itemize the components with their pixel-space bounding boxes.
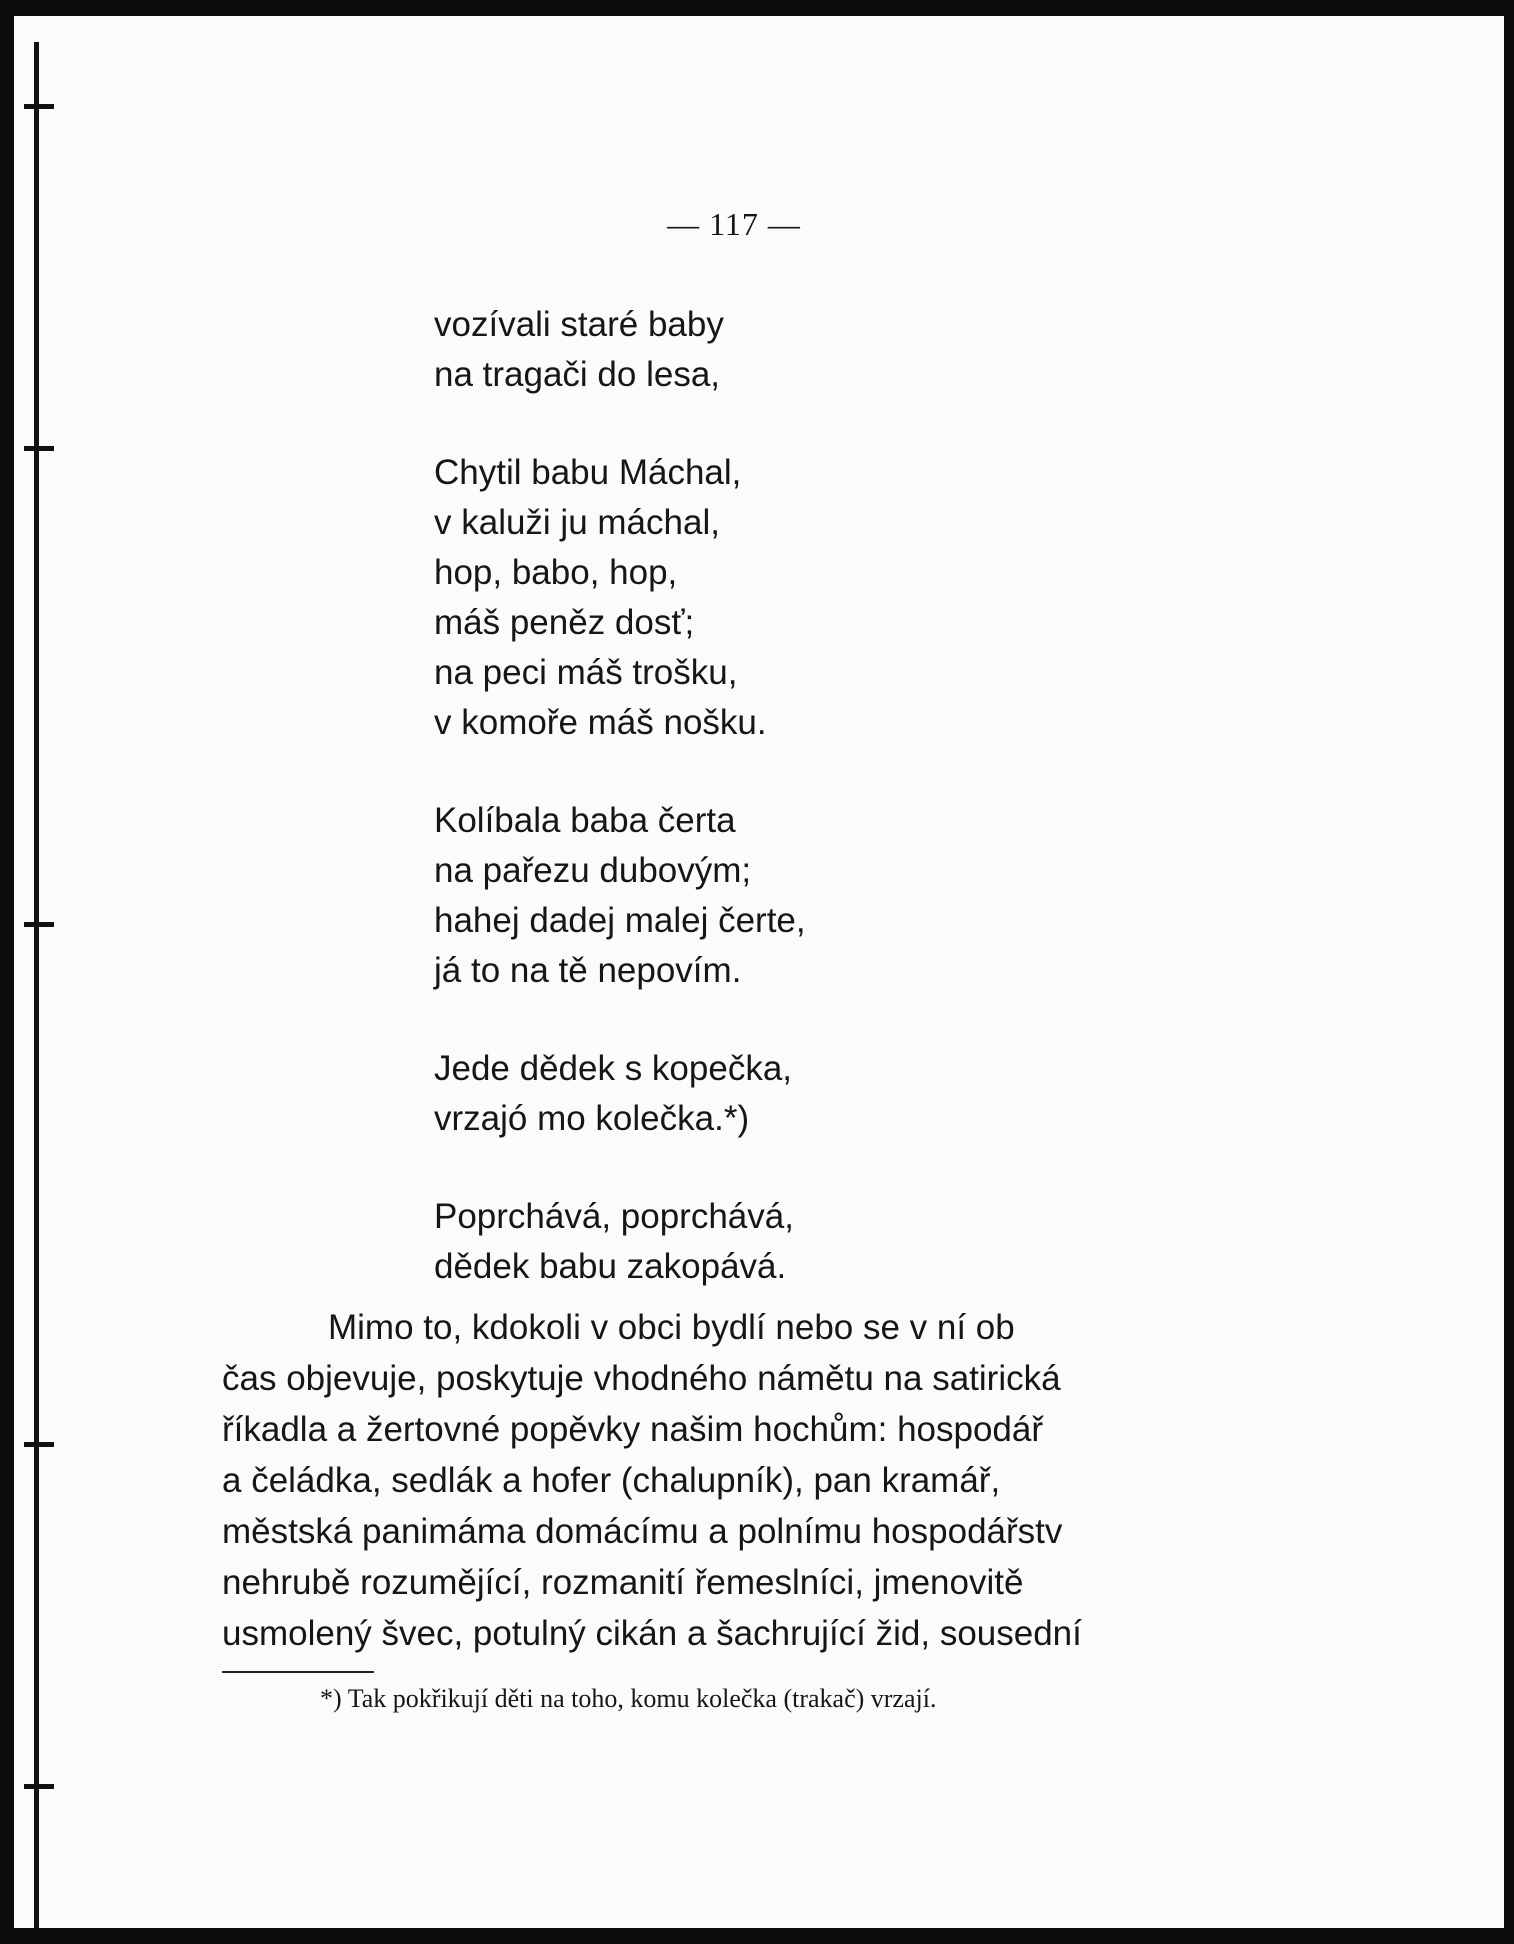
poem-block (434, 300, 1134, 1340)
binding-stitch (24, 1784, 54, 1789)
prose-line: Mimo to, kdokoli v obci bydlí nebo se v ní ob (328, 1308, 1015, 1347)
prose-line: městská panimáma domácímu a polnímu hospodářstv (222, 1512, 1063, 1551)
prose-line: a čeládka, sedlák a hofer (chalupník), pan kramář, (222, 1461, 1001, 1500)
poem-line: v komoře máš nošku. (434, 703, 767, 742)
footnote-divider (222, 1671, 374, 1673)
poem-line: já to na tě nepovím. (434, 951, 742, 990)
binding-stitch (24, 1442, 54, 1447)
poem-line: Chytil babu Máchal, (434, 453, 742, 492)
footnote: *) Tak pokřikují děti na toho, komu kolečka (trakač) vrzají. (320, 1684, 937, 1713)
prose-line: usmolený švec, potulný cikán a šachrující žid, sousední (222, 1614, 1082, 1653)
binding-thread (34, 42, 39, 1928)
binding-stitch (24, 922, 54, 927)
poem-line: dědek babu zakopává. (434, 1247, 787, 1286)
poem-line: máš peněz dosť; (434, 603, 695, 642)
poem-stanza (434, 300, 1134, 400)
poem-stanza (434, 448, 1134, 748)
binding-spine (30, 42, 42, 1928)
poem-line: v kaluži ju máchal, (434, 503, 720, 542)
prose-line: čas objevuje, poskytuje vhodného námětu na satirická (222, 1359, 1061, 1398)
prose-line: nehrubě rozumějící, rozmanití řemeslníci, jmenovitě (222, 1563, 1024, 1602)
poem-line: na tragači do lesa, (434, 355, 721, 394)
poem-stanza (434, 1044, 1134, 1144)
poem-line: hahej dadej malej čerte, (434, 901, 806, 940)
poem-line: vozívali staré baby (434, 305, 724, 344)
poem-line: Poprchává, poprchává, (434, 1197, 794, 1236)
poem-line: na pařezu dubovým; (434, 851, 752, 890)
poem-stanza (434, 1192, 1134, 1292)
poem-line: Jede dědek s kopečka, (434, 1049, 793, 1088)
poem-line: Kolíbala baba čerta (434, 801, 736, 840)
page-number: — 117 — (667, 206, 801, 242)
poem-stanza (434, 796, 1134, 996)
binding-stitch (24, 446, 54, 451)
poem-line: vrzajó mo kolečka.*) (434, 1099, 750, 1138)
poem-line: na peci máš trošku, (434, 653, 738, 692)
binding-stitch (24, 104, 54, 109)
prose-line: říkadla a žertovné popěvky našim hochům: hospodář (222, 1410, 1044, 1449)
prose-paragraph (222, 1302, 1222, 1659)
book-page (14, 16, 1504, 1928)
poem-line: hop, babo, hop, (434, 553, 678, 592)
